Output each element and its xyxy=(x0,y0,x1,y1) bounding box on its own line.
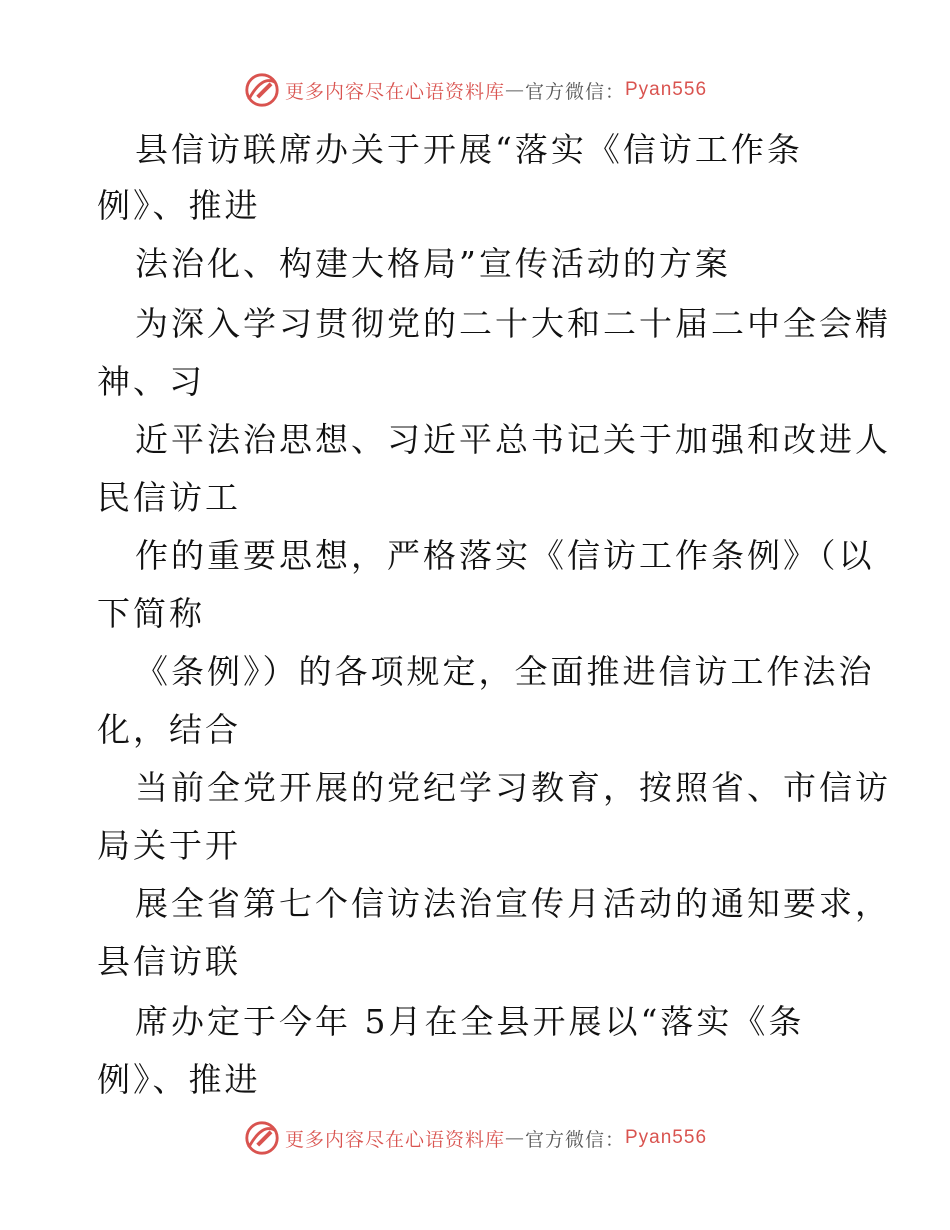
paragraph-line: 当前全党开展的党纪学习教育，按照省、市信访 xyxy=(135,768,891,807)
pen-logo-icon xyxy=(243,71,281,109)
banner-wechat-id: Pyan556 xyxy=(625,79,708,100)
banner-lead-text: 更多内容尽在心语资料库 xyxy=(284,1128,505,1151)
pen-logo-icon xyxy=(243,1119,281,1157)
paragraph-line: 为深入学习贯彻党的二十大和二十届二中全会精 xyxy=(135,304,891,343)
paragraph-line: 县信访联 xyxy=(97,942,241,981)
paragraph-line: 神、习 xyxy=(97,362,205,401)
paragraph-line: 化，结合 xyxy=(97,710,241,749)
footer-watermark-banner xyxy=(0,1116,950,1160)
paragraph-line: 《条例》）的各项规定，全面推进信访工作法治 xyxy=(135,652,875,691)
banner-separator: — xyxy=(504,79,525,101)
document-title-line: 例》、推进 xyxy=(97,186,261,225)
banner-wechat-id: Pyan556 xyxy=(625,1127,708,1148)
banner-official-label: 官方微信： xyxy=(524,80,625,103)
paragraph-line: 民信访工 xyxy=(97,478,241,517)
paragraph-line: 展全省第七个信访法治宣传月活动的通知要求， xyxy=(135,884,891,923)
paragraph-line: 局关于开 xyxy=(97,826,241,865)
document-title-line: 县信访联席办关于开展“落实《信访工作条 xyxy=(135,130,803,169)
banner-lead-text: 更多内容尽在心语资料库 xyxy=(284,80,505,103)
banner-separator: — xyxy=(504,1127,525,1149)
header-watermark-banner xyxy=(0,68,950,112)
paragraph-line: 下简称 xyxy=(97,594,205,633)
document-title-line: 法治化、构建大格局”宣传活动的方案 xyxy=(135,244,731,283)
paragraph-line: 近平法治思想、习近平总书记关于加强和改进人 xyxy=(135,420,891,459)
paragraph-line: 席办定于今年 5月在全县开展以“落实《条 xyxy=(135,1002,805,1041)
paragraph-line: 作的重要思想，严格落实《信访工作条例》（以 xyxy=(135,536,875,575)
paragraph-line: 例》、推进 xyxy=(97,1060,261,1099)
banner-official-label: 官方微信： xyxy=(524,1128,625,1151)
